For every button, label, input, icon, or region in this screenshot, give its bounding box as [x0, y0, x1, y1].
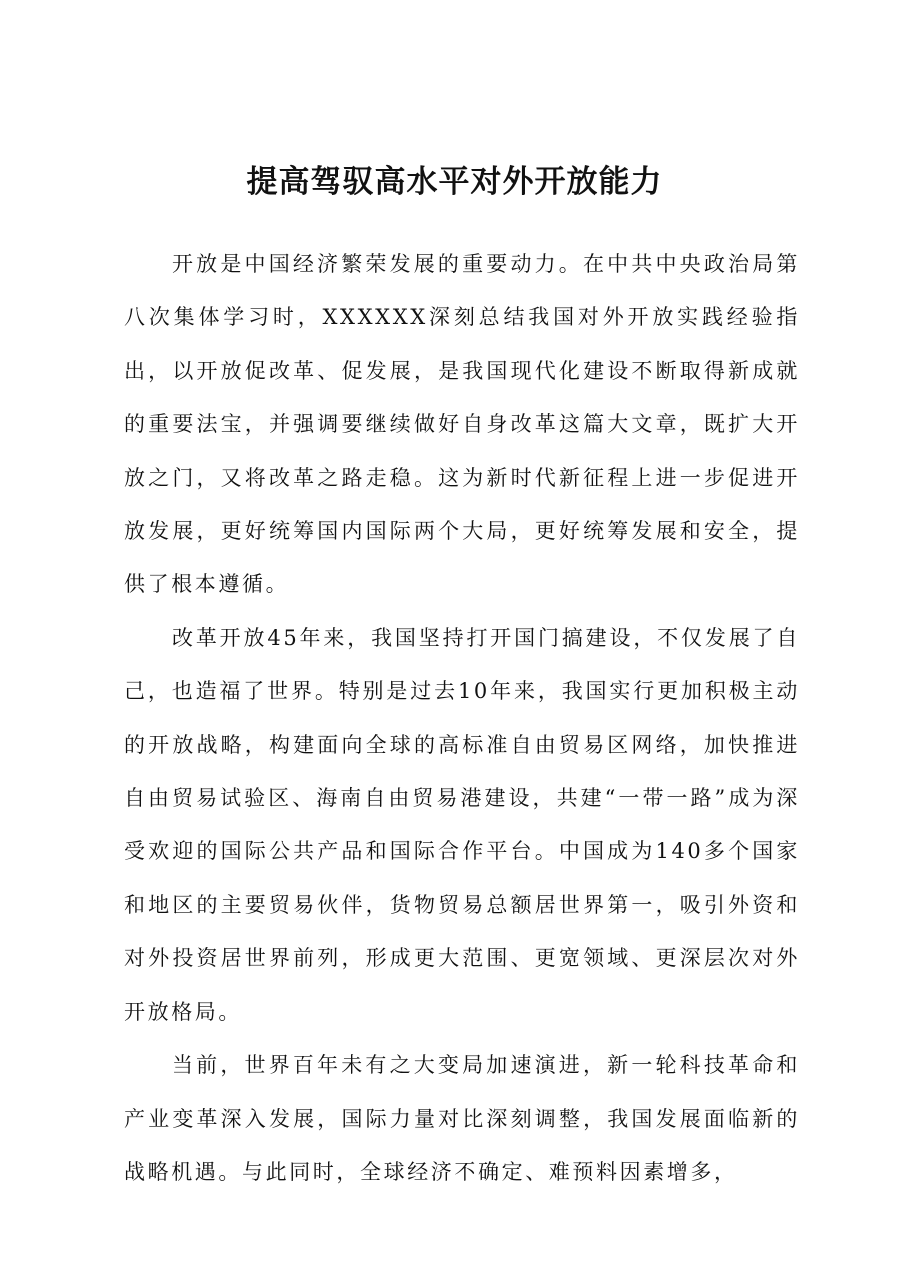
paragraph: 改革开放45年来，我国坚持打开国门搞建设，不仅发展了自己，也造福了世界。特别是过去10年来，我国实行更加积极主动的开放战略，构建面向全球的高标准自由贸易区网络，加快推进自由贸易试验区、海南自由贸易港建设，共建“一带一路”成为深受欢迎的国际公共产品和国际合作平台。中国成为140多个国家和地区的主要贸易伙伴，货物贸易总额居世界第一，吸引外资和对外投资居世界前列，形成更大范围、更宽领域、更深层次对外开放格局。 — [124, 625, 800, 1024]
paragraph: 开放是中国经济繁荣发展的重要动力。在中共中央政治局第八次集体学习时，XXXXXX深刻总结我国对外开放实践经验指出，以开放促改革、促发展，是我国现代化建设不断取得新成就的重要法宝，并强调要继续做好自身改革这篇大文章，既扩大开放之门，又将改革之路走稳。这为新时代新征程上进一步促进开放发展，更好统筹国内国际两个大局，更好统筹发展和安全，提供了根本遵循。 — [124, 252, 800, 597]
document-title: 提高驾驭高水平对外开放能力 — [246, 164, 663, 200]
paragraph: 当前，世界百年未有之大变局加速演进，新一轮科技革命和产业变革深入发展，国际力量对比深刻调整，我国发展面临新的战略机遇。与此同时，全球经济不确定、难预料因素增多， — [124, 1053, 800, 1184]
document-body — [124, 238, 800, 1199]
